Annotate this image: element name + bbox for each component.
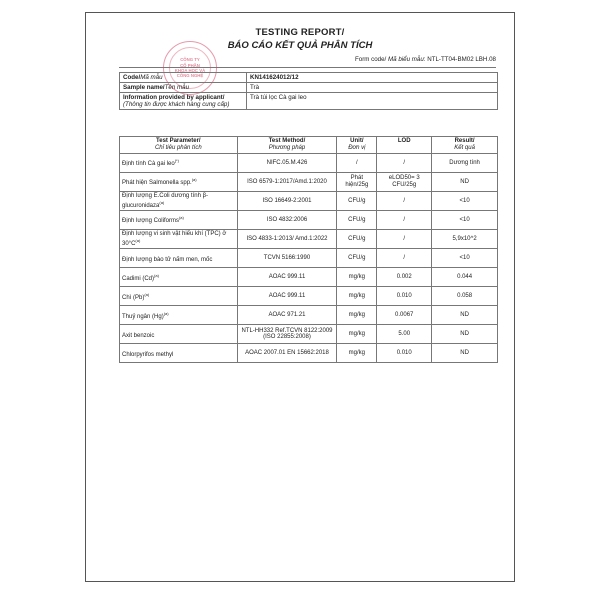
result-cell — [432, 249, 498, 268]
stamp-line: CÔNG TY — [180, 57, 200, 63]
sample-code-value: KN141624012/12 — [247, 73, 498, 83]
method-cell — [237, 268, 337, 287]
sample-name-row — [120, 83, 498, 93]
result-cell-text: <10 — [459, 255, 470, 262]
report-title-en: TESTING REPORT/ — [255, 27, 345, 38]
sample-name-label — [120, 83, 247, 93]
col-header-unit-vi: Đơn vị — [348, 145, 366, 151]
lod-cell-text: 0.010 — [396, 350, 412, 357]
lod-cell — [377, 173, 432, 192]
param-cell — [120, 230, 238, 249]
stamp-line: KHOA HỌC VÀ — [174, 68, 206, 73]
stamp-line: CỔ PHẦN — [180, 62, 200, 68]
result-cell — [432, 192, 498, 211]
unit-cell-text: CFU/g — [348, 216, 366, 223]
result-cell — [432, 211, 498, 230]
col-header-parameter-vi: Chỉ tiêu phân tích — [154, 145, 202, 151]
method-cell-text: AOAC 999.11 — [268, 274, 306, 281]
method-cell-text: ISO 16649-2:2001 — [262, 197, 312, 204]
lod-cell-text: 0.002 — [396, 274, 412, 281]
col-header-result — [432, 137, 498, 154]
lod-cell — [377, 287, 432, 306]
report-title-vi: BÁO CÁO KẾT QUẢ PHÂN TÍCH — [227, 40, 373, 51]
unit-cell — [337, 249, 377, 268]
method-cell — [237, 230, 337, 249]
unit-cell — [337, 192, 377, 211]
results-table — [119, 136, 498, 363]
lod-cell — [377, 230, 432, 249]
footnote-marker: (a) — [163, 310, 169, 316]
param-cell — [120, 249, 238, 268]
unit-cell — [337, 173, 377, 192]
unit-cell — [337, 306, 377, 325]
unit-cell-text: mg/kg — [348, 312, 365, 319]
applicant-info-row — [120, 93, 498, 110]
unit-cell — [337, 325, 377, 344]
unit-cell-text: Phát hiện/25g — [345, 175, 369, 188]
stamp-line: CÔNG NGHỆ — [176, 73, 204, 79]
lod-cell — [377, 306, 432, 325]
param-cell-text: Định lượng Coliforms — [122, 218, 179, 225]
lod-cell — [377, 268, 432, 287]
unit-cell-text: mg/kg — [348, 293, 365, 300]
result-cell-text: 5,9x10^2 — [452, 235, 477, 242]
result-cell-text: ND — [460, 350, 469, 357]
method-cell-text: ISO 4833-1:2013/ Amd.1:2022 — [246, 235, 328, 242]
applicant-info-label-vi: (Thông tin được khách hàng cung cấp) — [123, 101, 230, 108]
result-cell-text: <10 — [459, 197, 470, 204]
lod-cell — [377, 154, 432, 173]
form-code — [355, 56, 496, 63]
table-row — [120, 249, 498, 268]
unit-cell — [337, 230, 377, 249]
method-cell — [237, 173, 337, 192]
method-cell — [237, 306, 337, 325]
lod-cell — [377, 325, 432, 344]
result-cell-text: ND — [460, 178, 469, 185]
param-cell-text: Định lượng vi sinh vật hiếu khí (TPC) ở 30°C — [122, 231, 227, 247]
param-cell — [120, 173, 238, 192]
col-header-method-vi: Phương pháp — [268, 145, 306, 151]
table-row — [120, 230, 498, 249]
sample-code-row — [120, 73, 498, 83]
col-header-unit-en: Unit/ — [350, 138, 364, 144]
unit-cell-text: mg/kg — [348, 331, 365, 338]
lod-cell-text: 0.010 — [396, 293, 412, 300]
result-cell-text: ND — [460, 312, 469, 319]
col-header-parameter-en: Test Parameter/ — [156, 138, 201, 144]
result-cell-text: 0.058 — [457, 293, 473, 300]
unit-cell — [337, 268, 377, 287]
col-header-lod — [377, 137, 432, 154]
method-cell-text: AOAC 2007.01 EN 15662:2018 — [245, 350, 329, 357]
param-cell — [120, 325, 238, 344]
footnote-marker: (a) — [178, 215, 184, 221]
param-cell — [120, 268, 238, 287]
applicant-info-value: Trà túi lọc Cà gai leo — [247, 93, 498, 110]
method-cell-text: ISO 4832:2006 — [266, 216, 308, 223]
method-cell — [237, 154, 337, 173]
col-header-result-en: Result/ — [454, 138, 475, 144]
unit-cell — [337, 211, 377, 230]
result-cell — [432, 344, 498, 363]
param-cell — [120, 211, 238, 230]
method-cell — [237, 249, 337, 268]
method-cell-text: NTL-HH332 Ref.TCVN 8122:2009 (ISO 22855:2008) — [241, 327, 333, 341]
sample-name-label-en: Sample name/ — [123, 84, 165, 91]
lod-cell — [377, 344, 432, 363]
table-row — [120, 154, 498, 173]
footnote-marker: (*) — [174, 158, 179, 164]
method-cell-text: TCVN 5166:1990 — [263, 255, 311, 262]
param-cell — [120, 287, 238, 306]
lod-cell-text: 0.0067 — [395, 312, 414, 319]
table-row — [120, 268, 498, 287]
unit-cell-text: CFU/g — [348, 255, 366, 262]
col-header-unit — [337, 137, 377, 154]
lod-cell — [377, 192, 432, 211]
method-cell-text: AOAC 999.11 — [268, 293, 306, 300]
sample-name-value: Trà — [247, 83, 498, 93]
footnote-marker: (a) — [154, 272, 159, 278]
lod-cell-text: / — [403, 216, 406, 223]
applicant-info-label — [120, 93, 247, 110]
method-cell — [237, 192, 337, 211]
table-row — [120, 325, 498, 344]
col-header-method-en: Test Method/ — [268, 138, 306, 144]
lod-cell-text: / — [403, 159, 406, 166]
lod-cell-text: / — [403, 255, 406, 262]
col-header-lod-label: LOD — [397, 138, 411, 144]
table-row — [120, 211, 498, 230]
sample-code-label — [120, 73, 247, 83]
param-cell-text: Chlorpyrifos methyl — [122, 351, 174, 358]
lod-cell — [377, 249, 432, 268]
result-cell — [432, 306, 498, 325]
unit-cell-text: / — [356, 159, 358, 166]
sample-code-label-vi: Mã mẫu — [140, 74, 163, 81]
unit-cell-text: mg/kg — [348, 274, 365, 281]
result-cell — [432, 173, 498, 192]
lod-cell-text: eLOD50= 3 CFU/25g — [388, 175, 420, 188]
table-row — [120, 173, 498, 192]
lod-cell-text: 5.00 — [398, 331, 411, 338]
unit-cell-text: CFU/g — [348, 235, 366, 242]
result-cell — [432, 325, 498, 344]
lod-cell-text: / — [403, 197, 406, 204]
footnote-marker: (a) — [144, 291, 150, 297]
footnote-marker: (a) — [135, 237, 141, 243]
table-row — [120, 287, 498, 306]
lod-cell — [377, 211, 432, 230]
result-cell — [432, 287, 498, 306]
method-cell — [237, 344, 337, 363]
sample-code-label-en: Code/ — [123, 74, 141, 81]
col-header-result-vi: Kết quả — [454, 145, 475, 151]
unit-cell-text: CFU/g — [348, 197, 366, 204]
method-cell — [237, 287, 337, 306]
report-page — [85, 12, 515, 582]
form-code-value: : NTL-TT04-BM02 LBH.08 — [423, 56, 496, 63]
result-cell — [432, 154, 498, 173]
method-cell-text: AOAC 971.21 — [268, 312, 306, 319]
sample-name-label-vi: Tên mẫu — [164, 84, 190, 91]
table-row — [120, 192, 498, 211]
param-cell-text: Định lượng E.Coli dương tính β-glucuronidaza — [122, 193, 209, 209]
result-cell-text: 0.044 — [457, 274, 473, 281]
unit-cell — [337, 344, 377, 363]
param-cell-text: Phát hiện Salmonella spp. — [122, 180, 192, 187]
param-cell — [120, 344, 238, 363]
applicant-info-label-en: Information provided by applicant/ — [123, 94, 225, 101]
col-header-method — [237, 137, 337, 154]
param-cell-text: Định tính Cà gai leo — [122, 161, 175, 168]
footnote-marker: (a) — [191, 177, 197, 183]
param-cell-text: Cadimi (Cd) — [122, 275, 155, 282]
result-cell-text: <10 — [459, 216, 470, 223]
form-code-label-vi: Mã biểu mẫu — [388, 56, 424, 63]
unit-cell — [337, 154, 377, 173]
results-header-row — [120, 137, 498, 154]
result-cell — [432, 230, 498, 249]
param-cell-text: Thuỷ ngân (Hg) — [122, 313, 164, 320]
footnote-marker: (a) — [159, 199, 165, 205]
col-header-parameter — [120, 137, 238, 154]
result-cell-text: Dương tính — [449, 159, 480, 166]
method-cell-text: ISO 6579-1:2017/Amd.1:2020 — [247, 178, 327, 185]
unit-cell — [337, 287, 377, 306]
param-cell-text: Định lượng bào tử nấm men, mốc — [122, 256, 213, 263]
method-cell — [237, 325, 337, 344]
param-cell — [120, 306, 238, 325]
lod-cell-text: / — [403, 235, 406, 242]
param-cell-text: Axit benzoic — [122, 332, 155, 339]
results-body — [120, 154, 498, 363]
sample-info-table — [119, 72, 498, 110]
table-row — [120, 306, 498, 325]
method-cell-text: NIFC.05.M.426 — [266, 159, 308, 166]
unit-cell-text: mg/kg — [348, 350, 365, 357]
table-row — [120, 344, 498, 363]
form-code-label-en: Form code/ — [354, 56, 387, 63]
result-cell-text: ND — [460, 331, 469, 338]
result-cell — [432, 268, 498, 287]
param-cell — [120, 154, 238, 173]
param-cell — [120, 192, 238, 211]
method-cell — [237, 211, 337, 230]
param-cell-text: Chì (Pb) — [122, 294, 145, 301]
